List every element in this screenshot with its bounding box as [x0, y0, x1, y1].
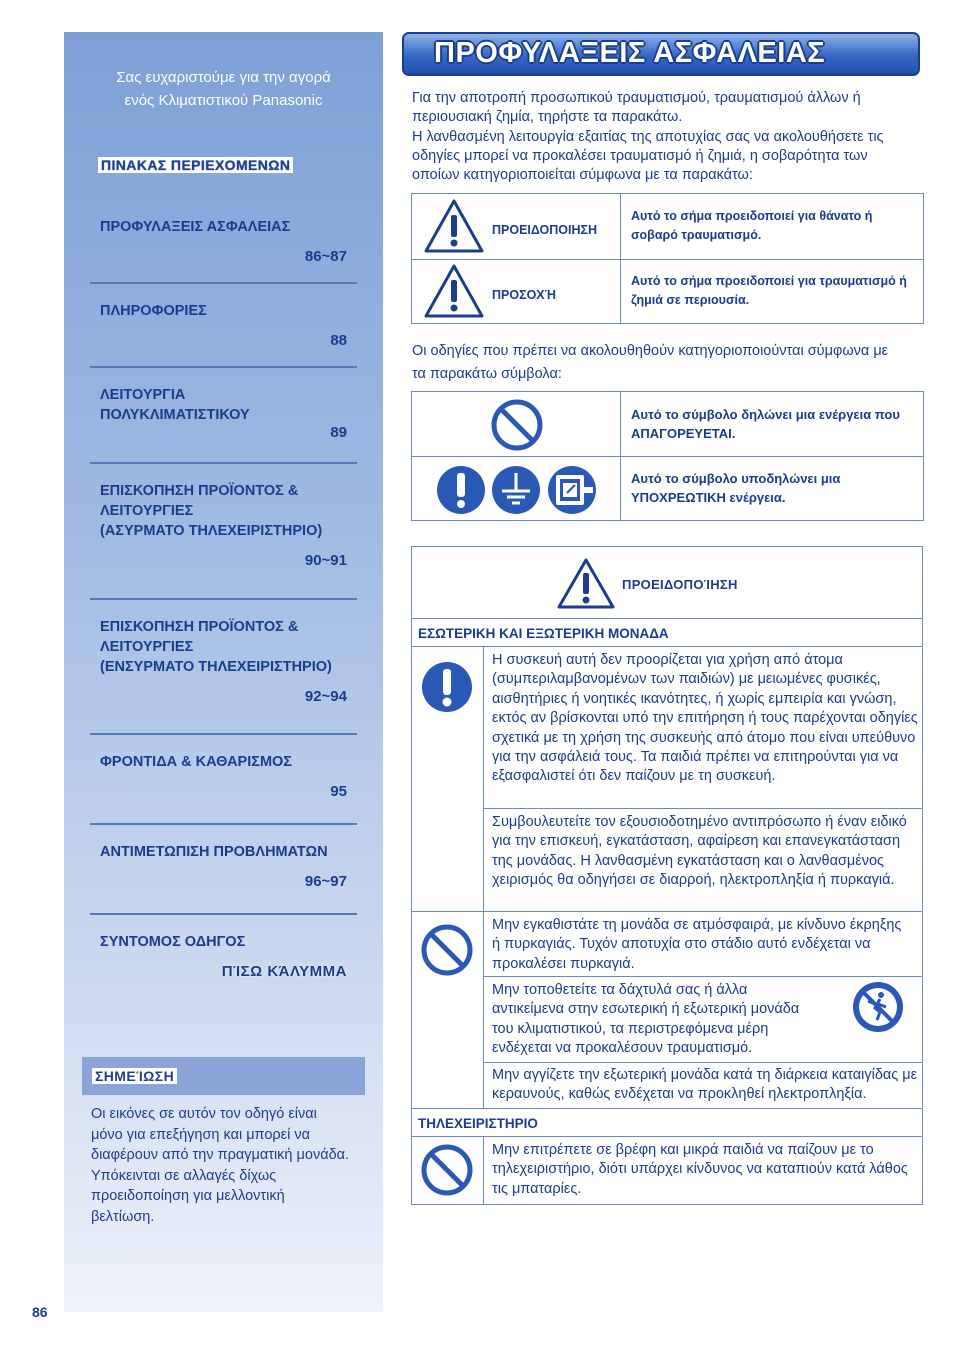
prohibition-icon	[490, 398, 544, 452]
toc-item-page: 92~94	[304, 688, 347, 705]
symbols-intro-text: Οι οδηγίες που πρέπει να ακολουθηθούν κατηγοριοποιούνται σύμφωνα με τα παρακάτω σύμβολα:	[412, 343, 889, 382]
toc-item[interactable]	[90, 752, 357, 812]
table-divider	[411, 911, 923, 912]
caution-description: Αυτό το σήμα προειδοποιεί για τραυματισμό ή ζημιά σε περιουσία.	[631, 274, 907, 307]
table-divider	[620, 193, 621, 324]
table-row-text: Συμβουλευτείτε τον εξουσιοδοτημένο αντιπρόσωπο ή έναν ειδικό για την επισκευή, εγκατάσταση, αφαίρεση και επανεγκατάσταση της μονάδας. Η λανθασμένη εγκατάσταση και ο λανθασμένος χειρισμός θα οδηγήσει σε διαρροή, ηλεκτροπληξία ή πυρκαγιά.	[492, 814, 907, 889]
toc-divider	[90, 462, 357, 464]
table-row-text: Μην επιτρέπετε σε βρέφη και μικρά παιδιά να παίζουν με το τηλεχειριστήριο, διότι υπάρχει κίνδυνος να καταπιούν κατά λάθος τις μπαταρίες.	[492, 1142, 908, 1197]
toc-item[interactable]	[90, 842, 357, 902]
warning-triangle-icon	[423, 198, 485, 254]
toc-item-page: ΠΊΣΩ ΚΆΛΥΜΜΑ	[221, 963, 347, 980]
toc-item-label: ΑΝΤΙΜΕΤΩΠΙΣΗ ΠΡΟΒΛΗΜΑΤΩΝ	[100, 844, 328, 860]
toc-item-label: ΣΥΝΤΟΜΟΣ ΟΔΗΓΟΣ	[100, 934, 246, 950]
note-text: Οι εικόνες σε αυτόν τον οδηγό είναι μόνο για επεξήγηση και μπορεί να διαφέρουν από την πραγματική μονάδα. Υπόκεινται σε αλλαγές δίχως προειδοποίηση για μελλοντική βελτίωση.	[91, 1106, 350, 1225]
toc-item-page: 88	[330, 332, 347, 349]
table-divider	[411, 646, 923, 647]
note-header	[82, 1057, 365, 1095]
toc-item[interactable]	[90, 301, 357, 361]
table-row-text: Μην αγγίζετε την εξωτερική μονάδα κατά τη διάρκεια καταιγίδας με κεραυνούς, καθώς ενδέχεται να προκληθεί ηλεκτροπληξία.	[492, 1067, 918, 1103]
toc-item-page: 96~97	[304, 873, 347, 890]
table-divider	[411, 1108, 923, 1109]
toc-item[interactable]	[90, 617, 357, 717]
toc-divider	[90, 366, 357, 368]
thanks-text: Σας ευχαριστούμε για την αγορά ενός Κλιματιστικού Panasonic	[116, 69, 331, 109]
no-fingers-in-fan-icon	[851, 980, 905, 1034]
table-divider	[483, 808, 923, 809]
sidebar	[64, 32, 383, 1312]
toc-item-label: ΠΛΗΡΟΦΟΡΙΕΣ	[100, 303, 207, 319]
table-divider	[483, 646, 484, 1109]
toc-item[interactable]	[90, 481, 357, 581]
page-title: ΠΡΟΦΥΛΑΞΕΙΣ ΑΣΦΑΛΕΙΑΣ	[434, 37, 826, 69]
toc-item-page: 95	[330, 783, 347, 800]
toc-item-page: 90~91	[304, 552, 347, 569]
table-divider	[411, 1136, 923, 1137]
toc-item-page: 89	[330, 424, 347, 441]
caution-triangle-icon	[423, 263, 485, 319]
toc-item-label: ΛΕΙΤΟΥΡΓΙΑ ΠΟΛΥΚΛΙΜΑΤΙΣΤΙΚΟΥ	[100, 387, 250, 423]
toc-item[interactable]	[90, 217, 357, 277]
warning-triangle-icon	[556, 557, 616, 610]
warning-table-header: ΠΡΟΕΙΔΟΠΟΊΗΣΗ	[622, 577, 738, 592]
toc-item-page: 86~87	[304, 248, 347, 265]
toc-divider	[90, 823, 357, 825]
warning-label: ΠΡΟΕΙΔΟΠΟΙΗΣΗ	[492, 223, 598, 237]
prohibition-icon	[419, 922, 475, 978]
mandatory-exclamation-icon	[420, 660, 474, 714]
table-row-text: Μην εγκαθιστάτε τη μονάδα σε ατμόσφαιρά, με κίνδυνο έκρηξης ή πυρκαγιάς. Τυχόν αποτυχία στο στάδιο αυτό ενδέχεται να προκαλέσει πυρκαγιά.	[492, 917, 902, 972]
table-divider	[620, 391, 621, 521]
toc-item-label: ΠΡΟΦΥΛΑΞΕΙΣ ΑΣΦΑΛΕΙΑΣ	[100, 219, 291, 235]
table-divider	[483, 976, 923, 977]
table-divider	[411, 456, 924, 457]
toc-item[interactable]	[90, 385, 357, 465]
table-divider	[483, 1136, 484, 1205]
toc-divider	[90, 913, 357, 915]
toc-item-label: ΦΡΟΝΤΙΔΑ & ΚΑΘΑΡΙΣΜΟΣ	[100, 754, 293, 770]
note-title: ΣΗΜΕΊΩΣΗ	[92, 1068, 177, 1084]
page-number: 86	[32, 1304, 48, 1320]
prohibition-icon	[419, 1142, 475, 1198]
section-heading-remote: ΤΗΛΕΧΕΙΡΙΣΤΗΡΙΟ	[418, 1116, 538, 1131]
warning-description: Αυτό το σήμα προειδοποιεί για θάνατο ή σοβαρό τραυματισμό.	[631, 209, 873, 242]
toc-divider	[90, 282, 357, 284]
prohibited-description: Αυτό το σύμβολο δηλώνει μια ενέργεια που ΑΠΑΓΟΡΕΥΕΤΑΙ.	[631, 407, 900, 441]
table-divider	[411, 259, 924, 260]
table-row-text: Μην τοποθετείτε τα δάχτυλά σας ή άλλα αντικείμενα στην εσωτερική ή εξωτερική μονάδα του κλιματιστικού, τα περιστρεφόμενα μέρη ενδέχεται να προκαλέσουν τραυματισμό.	[492, 982, 800, 1057]
mandatory-exclamation-icon	[434, 465, 488, 515]
toc-divider	[90, 733, 357, 735]
section-heading-units: ΕΣΩΤΕΡΙΚΗ ΚΑΙ ΕΞΩΤΕΡΙΚΗ ΜΟΝΑΔΑ	[418, 626, 669, 641]
toc-title: ΠΙΝΑΚΑΣ ΠΕΡΙΕΧΟΜΕΝΩΝ	[98, 157, 293, 173]
toc-divider	[90, 598, 357, 600]
mandatory-description: Αυτό το σύμβολο υποδηλώνει μια ΥΠΟΧΡΕΩΤΙΚΗ ενέργεια.	[631, 471, 841, 505]
table-divider	[483, 1062, 923, 1063]
intro-text: Για την αποτροπή προσωπικού τραυματισμού, τραυματισμού άλλων ή περιουσιακή ζημία, τηρήστε τα παρακάτω. Η λανθασμένη λειτουργία εξαιτίας της αποτυχίας σας να ακολουθήσετε τις οδηγίες μπορεί να προκαλέσει τραυματισμό ή ζημιά, η σοβαρότητα των οποίων κατηγοριοποιείται σύμφωνα με τα παρακάτω:	[412, 90, 884, 184]
caution-label: ΠΡΟΣΟΧΉ	[492, 288, 556, 302]
unplug-power-icon	[545, 465, 599, 515]
table-divider	[411, 618, 923, 619]
toc-item-label: ΕΠΙΣΚΟΠΗΣΗ ΠΡΟΪΟΝΤΟΣ & ΛΕΙΤΟΥΡΓΙΕΣ (ΕΝΣΥΡΜΑΤΟ ΤΗΛΕΧΕΙΡΙΣΤΗΡΙΟ)	[100, 619, 332, 675]
toc-item-label: ΕΠΙΣΚΟΠΗΣΗ ΠΡΟΪΟΝΤΟΣ & ΛΕΙΤΟΥΡΓΙΕΣ (ΑΣΥΡΜΑΤΟ ΤΗΛΕΧΕΙΡΙΣΤΗΡΙΟ)	[100, 483, 323, 539]
table-row-text: Η συσκευή αυτή δεν προορίζεται για χρήση από άτομα (συμπεριλαμβανομένων των παιδιών) με μειωμένες φυσικές, αισθητήριες ή νοητικές ικανότητες, ή χωρίς εμπειρία και γνώση, εκτός αν βρίσκονται υπό την επιτήρηση ή τους παρέχονται οδηγίες σχετικά με τη χρήση της συσκευής από άτομο που είναι υπεύθυνο για την ασφάλειά τους. Τα παιδιά πρέπει να επιτηρούνται για να εξασφαλιστεί ότι δεν παίζουν με τη συσκευή.	[492, 652, 918, 785]
ground-connection-icon	[489, 465, 543, 515]
title-banner	[402, 32, 920, 76]
toc-item[interactable]	[90, 932, 357, 992]
